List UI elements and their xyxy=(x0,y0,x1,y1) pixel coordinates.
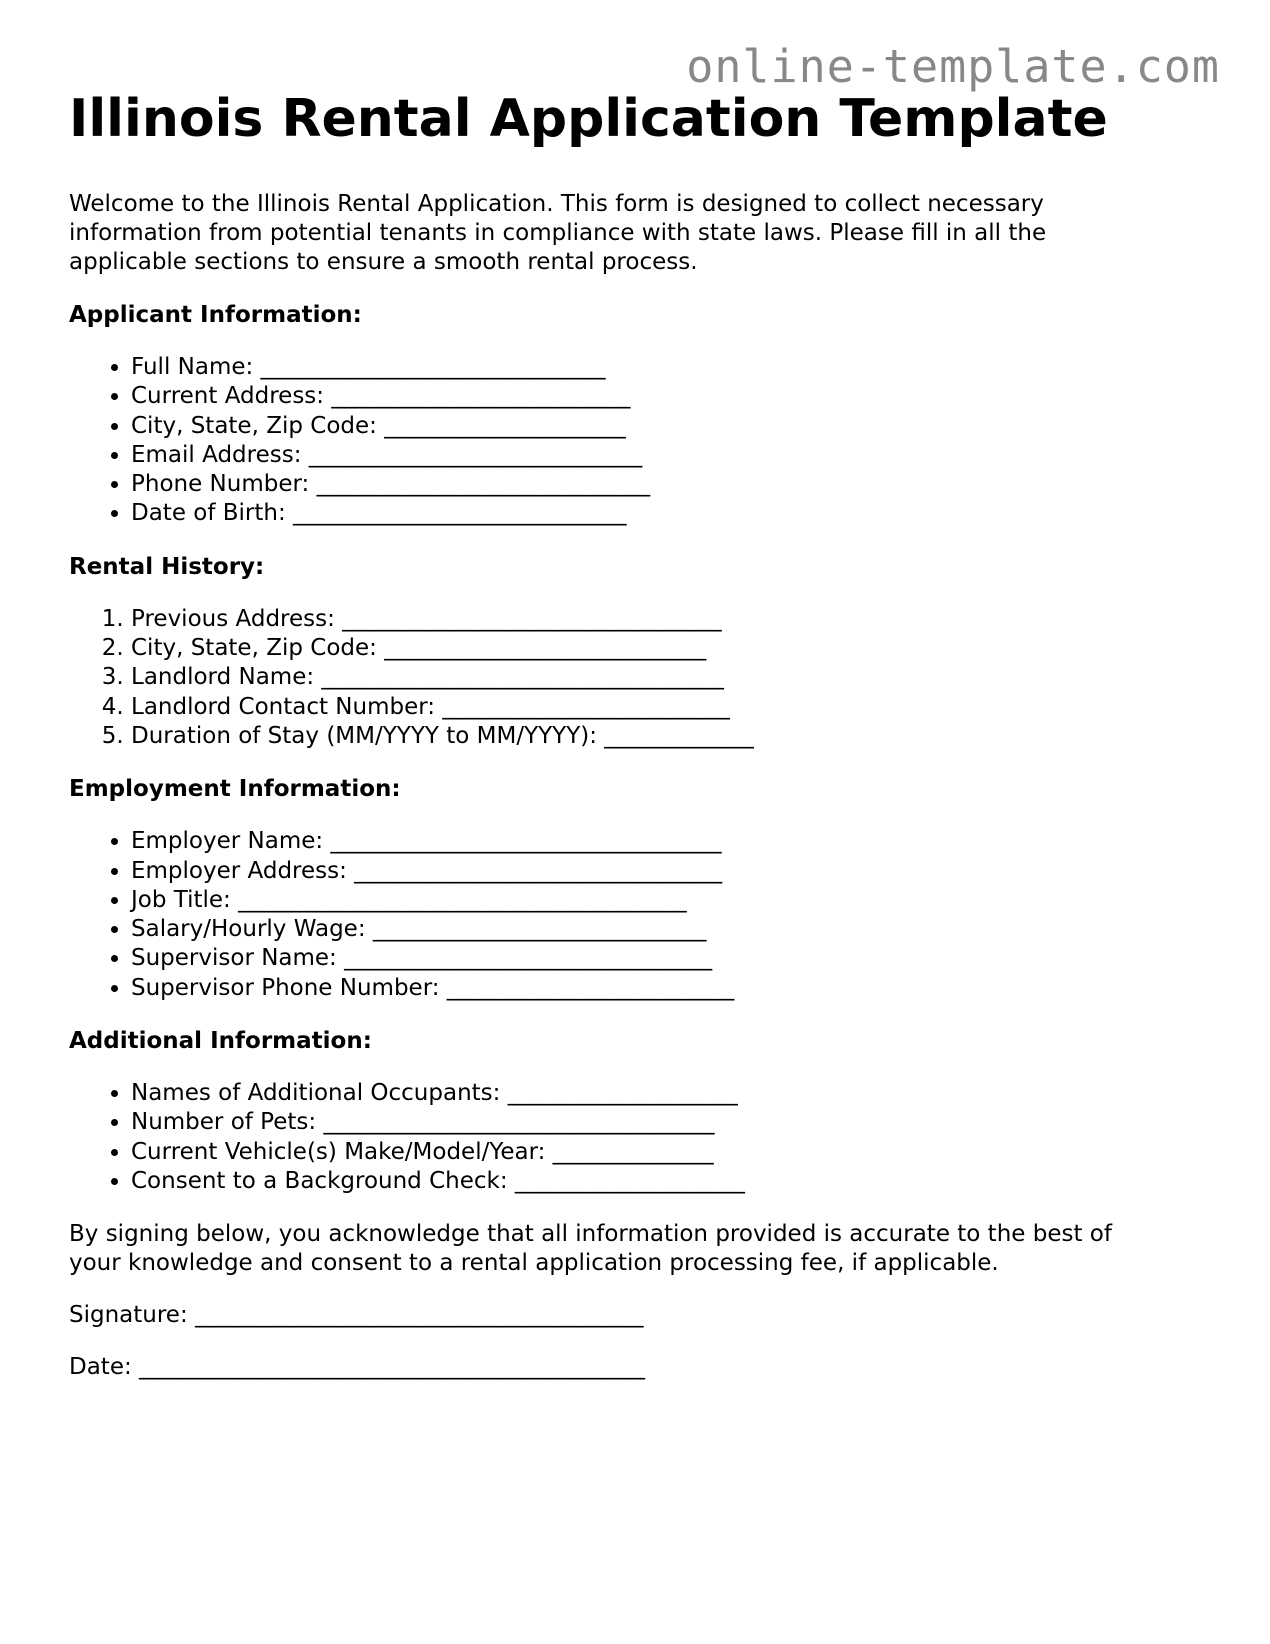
list-item: • Number of Pets: __________________________________ xyxy=(131,1108,1209,1137)
signature-line: Signature: _______________________________________ xyxy=(69,1302,644,1329)
intro-paragraph: Welcome to the Illinois Rental Application. This form is designed to collect necessary information from potential tenants in compliance with state laws. Please fill in all the applicable sections to ensure a smooth rental process. xyxy=(69,191,1047,275)
list-item: 3. Landlord Name: ___________________________________ xyxy=(131,663,1209,692)
list-item: 2. City, State, Zip Code: ____________________________ xyxy=(131,634,1209,663)
list-item: • Job Title: _______________________________________ xyxy=(131,886,1209,915)
section-heading-rental-history: Rental History: xyxy=(69,553,265,580)
section-heading-applicant: Applicant Information: xyxy=(69,302,362,328)
page-title: Illinois Rental Application Template xyxy=(69,89,1108,149)
date-line: Date: ____________________________________________ xyxy=(69,1354,646,1381)
list-item: 4. Landlord Contact Number: _________________________ xyxy=(131,693,1209,722)
list-item: • Supervisor Name: ________________________________ xyxy=(131,944,1209,973)
list-item: 1. Previous Address: _________________________________ xyxy=(131,605,1209,634)
list-item: • Current Address: __________________________ xyxy=(131,382,1209,411)
section-heading-employment: Employment Information: xyxy=(69,776,401,803)
list-item: • Supervisor Phone Number: _________________________ xyxy=(131,974,1209,1003)
watermark: online-template.com xyxy=(686,40,1220,93)
acknowledgement-paragraph: By signing below, you acknowledge that all information provided is accurate to the best of your knowledge and consent to a rental application processing fee, if applicable. xyxy=(69,1221,1112,1277)
list-item: • City, State, Zip Code: _____________________ xyxy=(131,412,1209,441)
employment-list xyxy=(69,827,1209,1003)
list-item: • Date of Birth: _____________________________ xyxy=(131,499,1209,528)
list-item: • Current Vehicle(s) Make/Model/Year: ______________ xyxy=(131,1138,1209,1167)
document-page xyxy=(69,88,1209,1382)
additional-list xyxy=(69,1079,1209,1196)
list-item: • Full Name: ______________________________ xyxy=(131,353,1209,382)
section-heading-additional: Additional Information: xyxy=(69,1028,372,1055)
list-item: • Employer Address: ________________________________ xyxy=(131,857,1209,886)
list-item: • Employer Name: __________________________________ xyxy=(131,827,1209,856)
list-item: • Email Address: _____________________________ xyxy=(131,441,1209,470)
list-item: 5. Duration of Stay (MM/YYYY to MM/YYYY): _____________ xyxy=(131,722,1209,751)
rental-history-list xyxy=(69,605,1209,751)
list-item: • Salary/Hourly Wage: _____________________________ xyxy=(131,915,1209,944)
applicant-list xyxy=(69,353,1209,529)
list-item: • Phone Number: _____________________________ xyxy=(131,470,1209,499)
list-item: • Names of Additional Occupants: ____________________ xyxy=(131,1079,1209,1108)
list-item: • Consent to a Background Check: ____________________ xyxy=(131,1167,1209,1196)
